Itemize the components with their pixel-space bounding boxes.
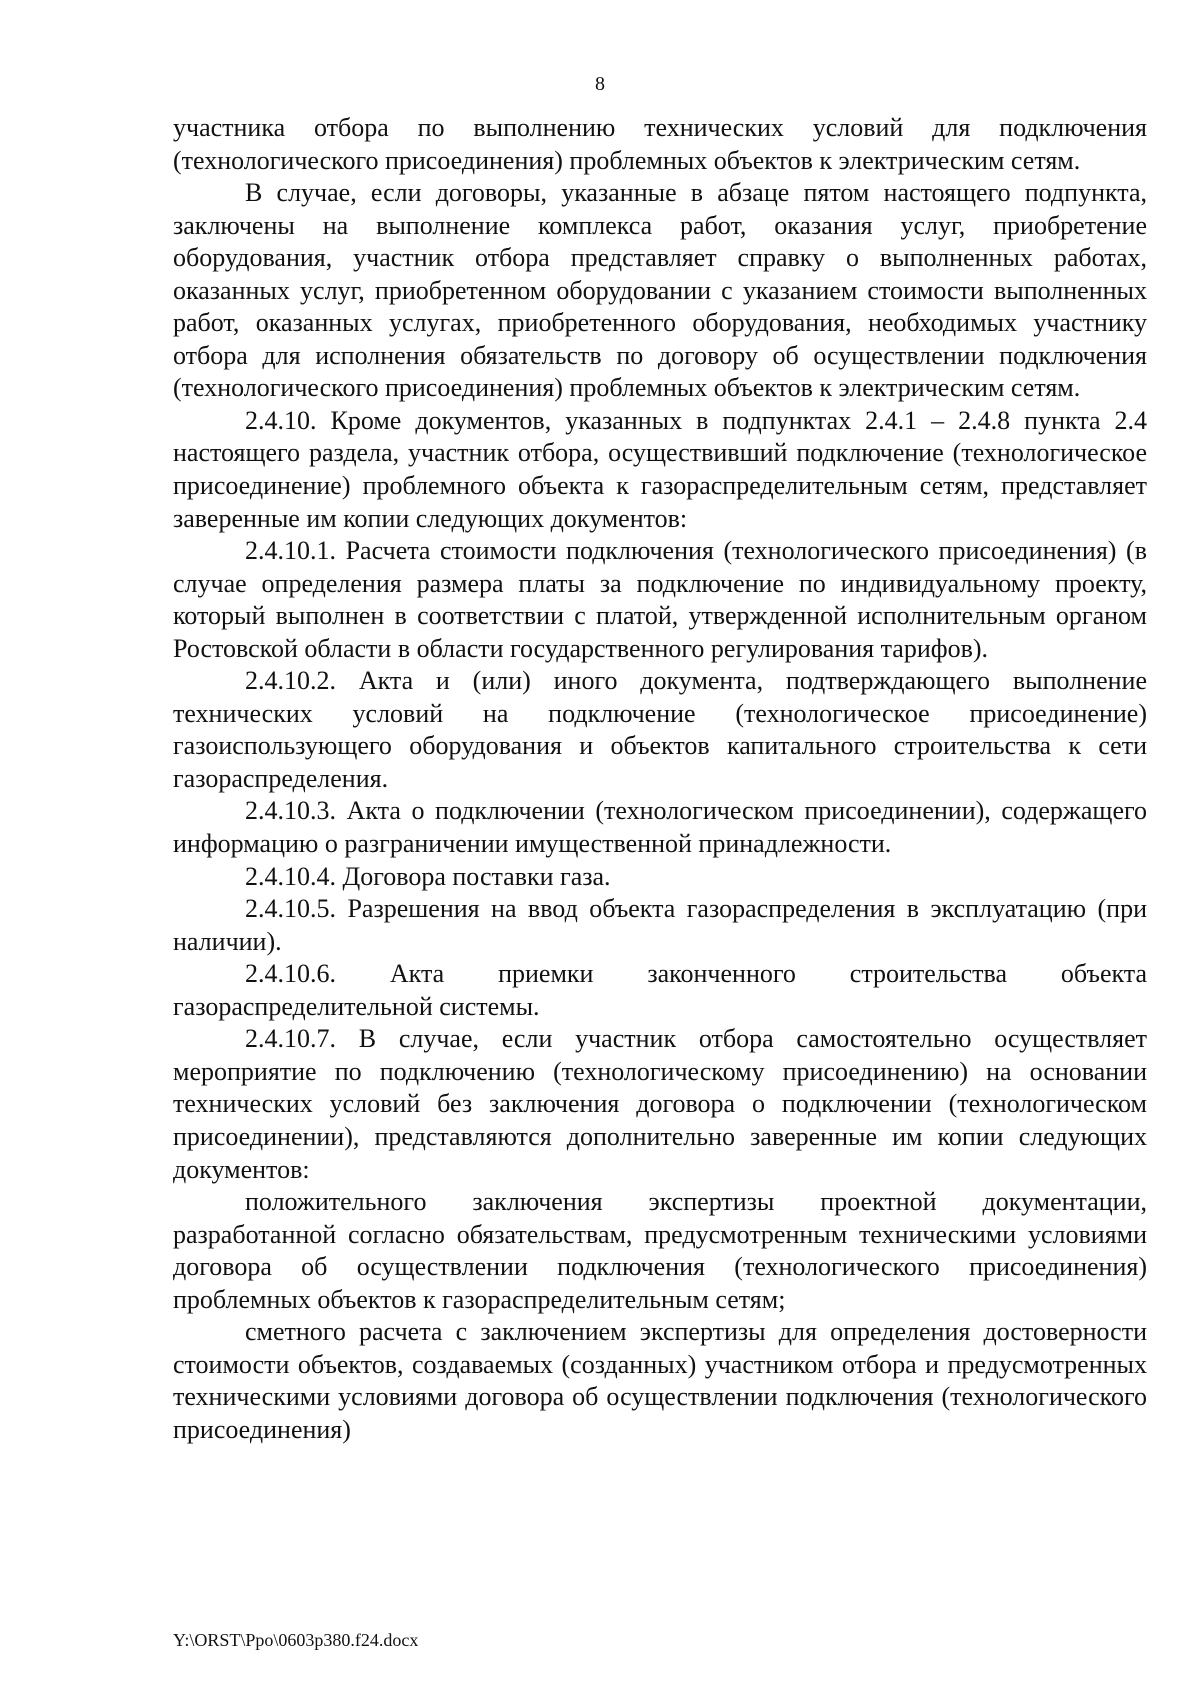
paragraph-2-4-10-4: 2.4.10.4. Договора поставки газа. — [245, 861, 611, 891]
paragraph-2-4-10-5: 2.4.10.5. Разрешения на ввод объекта газораспределения в эксплуатацию (при наличии). — [173, 894, 1147, 956]
paragraph-estimate-calculation: сметного расчета с заключением экспертизы для определения достоверности стоимости объектов, создаваемых (созданных) участником отбора и предусмотренных техническими условиями договора об осуществлении подключения (технологического присоединения) — [173, 1317, 1147, 1444]
paragraph-2-4-10: 2.4.10. Кроме документов, указанных в подпунктах 2.4.1 – 2.4.8 пункта 2.4 настоящего раздела, участник отбора, осуществивший подключение (технологическое присоединение) проблемного объекта к газораспределительным сетям, представляет заверенные им копии следующих документов: — [173, 405, 1147, 533]
page-number: 8 — [595, 73, 605, 95]
paragraph-2-4-10-3: 2.4.10.3. Акта о подключении (технологическом присоединении), содержащего информацию о разграничении имущественной принадлежности. — [173, 796, 1147, 859]
paragraph-expertise-conclusion: положительного заключения экспертизы проектной документации, разработанной согласно обязательствам, предусмотренным техническими условиями договора об осуществлении подключения (технологического присоединения) проблемных объектов к газораспределительным сетям; — [173, 1187, 1147, 1314]
footer-file-path: Y:\ORST\Ppo\0603p380.f24.docx — [173, 1630, 419, 1650]
paragraph-2-4-10-1: 2.4.10.1. Расчета стоимости подключения (технологического присоединения) (в случае определения размера платы за подключение по индивидуальному проекту, который выполнен в соответствии с платой, утвержденной исполнительным органом Ростовской области в области государственного регулирования тарифов). — [173, 536, 1147, 663]
paragraph-2-4-10-2: 2.4.10.2. Акта и (или) иного документа, подтверждающего выполнение технических условий на подключение (технологическое присоединение) газоиспользующего оборудования и объектов капитального строительства к сети газораспределения. — [173, 666, 1147, 793]
paragraph-continuation: участника отбора по выполнению технических условий для подключения (технологического присоединения) проблемных объектов к электрическим сетям. — [173, 113, 1147, 175]
paragraph-2-4-10-7: 2.4.10.7. В случае, если участник отбора самостоятельно осуществляет мероприятие по подключению (технологическому присоединению) на основании технических условий без заключения договора о подключении (технологическом присоединении), представляются дополнительно заверенные им копии следующих документов: — [173, 1024, 1147, 1184]
paragraph-contracts-note: В случае, если договоры, указанные в абзаце пятом настоящего подпункта, заключены на выполнение комплекса работ, оказания услуг, приобретение оборудования, участник отбора представляет справку о выполненных работах, оказанных услуг, приобретенном оборудовании с указанием стоимости выполненных работ, оказанных услугах, приобретенного оборудования, необходимых участнику отбора для исполнения обязательств по договору об осуществлении подключения (технологического присоединения) проблемных объектов к электрическим сетям. — [173, 178, 1147, 403]
document-body — [173, 112, 1147, 1446]
paragraph-2-4-10-6: 2.4.10.6. Акта приемки законченного строительства объекта газораспределительной системы. — [173, 959, 1147, 1021]
